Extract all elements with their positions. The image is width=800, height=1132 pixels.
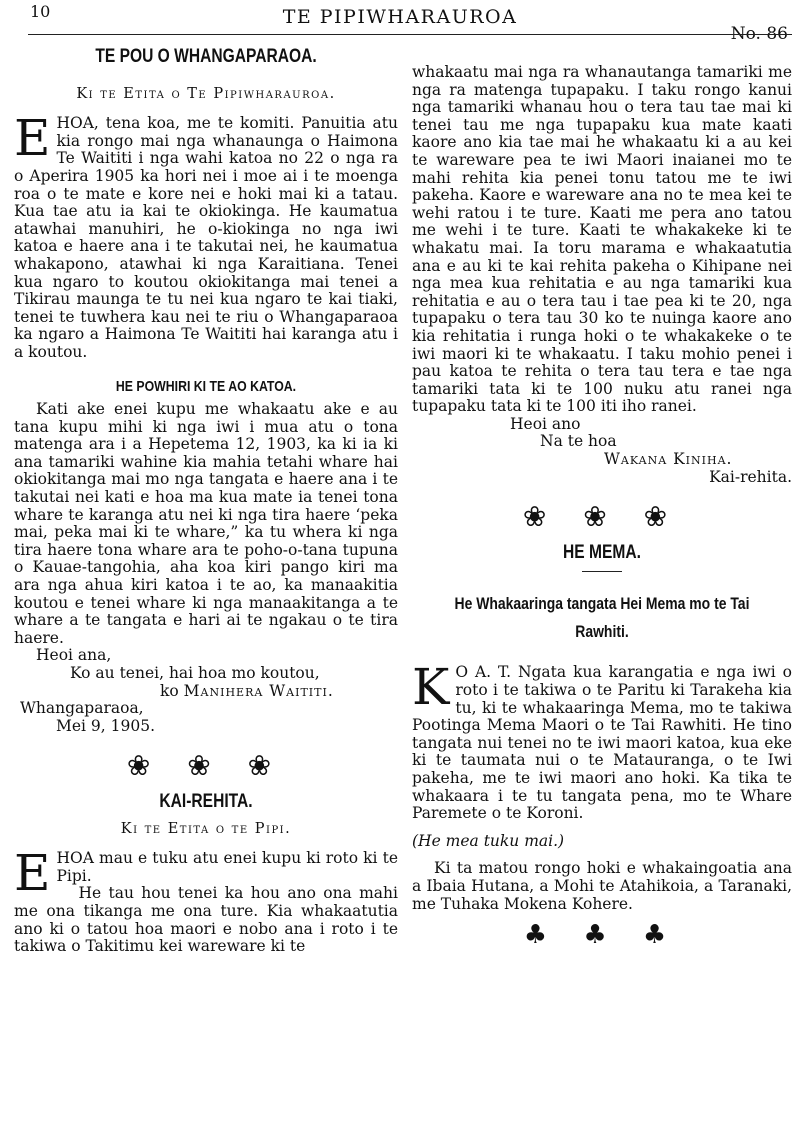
article-body: EHOA mau e tuku atu enei kupu ki roto ki te Pipi. <box>14 844 398 903</box>
closing: Heoi ana, <box>36 646 112 665</box>
page-number: 10 <box>30 2 51 21</box>
drop-cap: K <box>412 658 450 717</box>
date: Mei 9, 1905. <box>56 716 156 735</box>
signature: Wakana Kiniha. <box>604 450 733 469</box>
article-body: Ki ta matou rongo hoki e whakaingoatia ana a Ibaia Hutana, a Mohi te Atahikoia, a Taranaki, me Tuhaka Mokena Kohere. <box>412 859 792 913</box>
flower-ornament-icon: ❀ ❀ ❀ <box>522 500 682 534</box>
article-title-kai-rehita: KAI-REHITA. <box>159 790 253 812</box>
page-header <box>0 0 800 44</box>
article-title-he-mema: HE MEMA. <box>563 541 641 563</box>
left-column <box>14 44 398 956</box>
article-body: K O A. T. Ngata kua karangatia e nga iwi o roto i te takiwa o te Paritu ki Tarakeha kia tu, ki te whakaaringa Mema, mo te takiwa Pootinga Mema Maori o te Tai Rawhiti. He tino tangata nui tenei no te iwi maori katoa, kua eke ki te taumata nui o te Matauranga, o te Iwi pakeha, me te iwi maori ano hoki. Ka tika te whakaara i te tu tangata pena, mo te Whare Paremete o te Koroni. <box>412 658 792 823</box>
article-title-te-pou: TE POU O WHANGAPARAOA. <box>95 46 317 67</box>
article-body: He tau hou tenei ka hou ano ona mahi me ona tikanga me ona ture. Kia whakaatutia ano ki o tatou hoa maori e nobo ana i roto i te takiwa o Takitimu kei wareware ki te <box>14 884 398 956</box>
flower-ornament-icon: ❀ ❀ ❀ <box>126 749 286 783</box>
drop-cap: E <box>14 844 51 903</box>
article-title-he-powhiri: HE POWHIRI KI TE AO KATOA. <box>115 377 297 395</box>
newspaper-title: TE PIPIWHARAUROA <box>282 6 518 28</box>
issue-number: No. 86 <box>730 24 788 44</box>
article-body: EHOA, tena koa, me te komiti. Panuitia atu kia rongo mai nga whanaunga o Haimona Te Waititi i nga wahi katoa no 22 o nga ra o Aperira 1905 ka hori nei i moe ai i te moenga roa o te mate e kore nei e hoki mai ki a tatau. Kua tae atu ia kai te okiokinga. He kaumatua atawhai manuhiri, he o-kiokinga no nga iwi katoa e haere ana i te takutai nei, he kaumatua whakapono, atawhai ki nga Karaitiana. Tenei kua ngaro to koutou okiokitanga mai tenei a Tikirau maunga te tu nei kua ngaro te kai tiaki, tenei te tuwhera kau nei te riu o Whangaparaoa ka ngaro a Haimona Te Waititi hai karanga atu i a koutou. <box>14 109 398 361</box>
article-body-continued: whakaatu mai nga ra whanautanga tamariki me nga ra matenga tupapaku. I taku rongo kanui nga tamariki whanau hou o tera tau tae mai ki tenei tau me nga tupapaku kua mate kaati kaore ano kia tae mai he whakaatu ki a au kei te wareware pea te iwi Maori inaianei mo te mahi rehita kia penei tonu tatou me te iwi pakeha. Kaore e wareware ana no te mea kei te wehi ratou i te ture. Kaati me pera ano tatou me wehi i te ture. Kaati te whakakeke ki te whakatu mai. Ia toru marama e whakaatutia ana e au ki te kai rehita pakeha o Kihipane nei nga mea kua rehitatia e au nga tamariki kua rehitatia e au o tera tau i tae pea ki te 20, nga tupapaku o tera tau 30 ko te nuinga kaore ano kia rehitatia i runga hoki o te whakakeke o te iwi maori ki te whakaatu. I taku mohio penei i pau katoa te rehita o tera tau tera e tae nga tamariki tata ki te 100 nuku atu ranei nga tupapaku tata ki te 100 iti iho ranei. <box>412 63 792 416</box>
article-body: Kati ake enei kupu me whakaatu ake e au tana kupu mihi ki nga iwi i mua atu o tona matenga ara i a Hepetema 12, 1903, ka ki ia ki ana tamariki wahine kia mahia tetahi whare hai okiokitanga mai mo nga tangata e haere ana i te takutai nei kati e hoa ma kua mate ia tenei tona whare te karanga atu nei ki nga tira haere ‘peka mai, peka mai ki te whare,” ka tu whera ki nga tira haere tona whare ara te poho-o-tana tupuna o Kauae-tangohia, aha koa kiri pango kiri ma ara nga ahua kiri katoa i te ao, ka manaakitia koutou e tenei whare ki nga manaakitanga a te whare a te tangata e hari ai te ngakau o te tira haere. <box>14 400 398 647</box>
header-rule <box>28 34 792 35</box>
article-address: Ki te Etita o Te Pipiwharauroa. <box>76 85 336 102</box>
article-subtitle: He Whakaaringa tangata Hei Mema mo te Tai Rawhiti. <box>454 594 750 642</box>
short-rule <box>582 571 622 572</box>
signature-line: Ko au tenei, hai hoa mo koutou, <box>70 664 320 682</box>
drop-cap: E <box>14 109 51 168</box>
signature-line: Na te hoa <box>540 432 617 451</box>
signature: ko Manihera Waititi. <box>160 681 334 700</box>
note: (He mea tuku mai.) <box>412 831 565 850</box>
right-column <box>412 64 792 963</box>
clover-ornament-icon: ♣ ♣ ♣ <box>523 920 681 951</box>
place: Whangaparaoa, <box>20 699 144 718</box>
signature-role: Kai-rehita. <box>709 467 792 486</box>
closing: Heoi ano <box>510 414 581 433</box>
article-address: Ki te Etita o te Pipi. <box>120 820 292 837</box>
